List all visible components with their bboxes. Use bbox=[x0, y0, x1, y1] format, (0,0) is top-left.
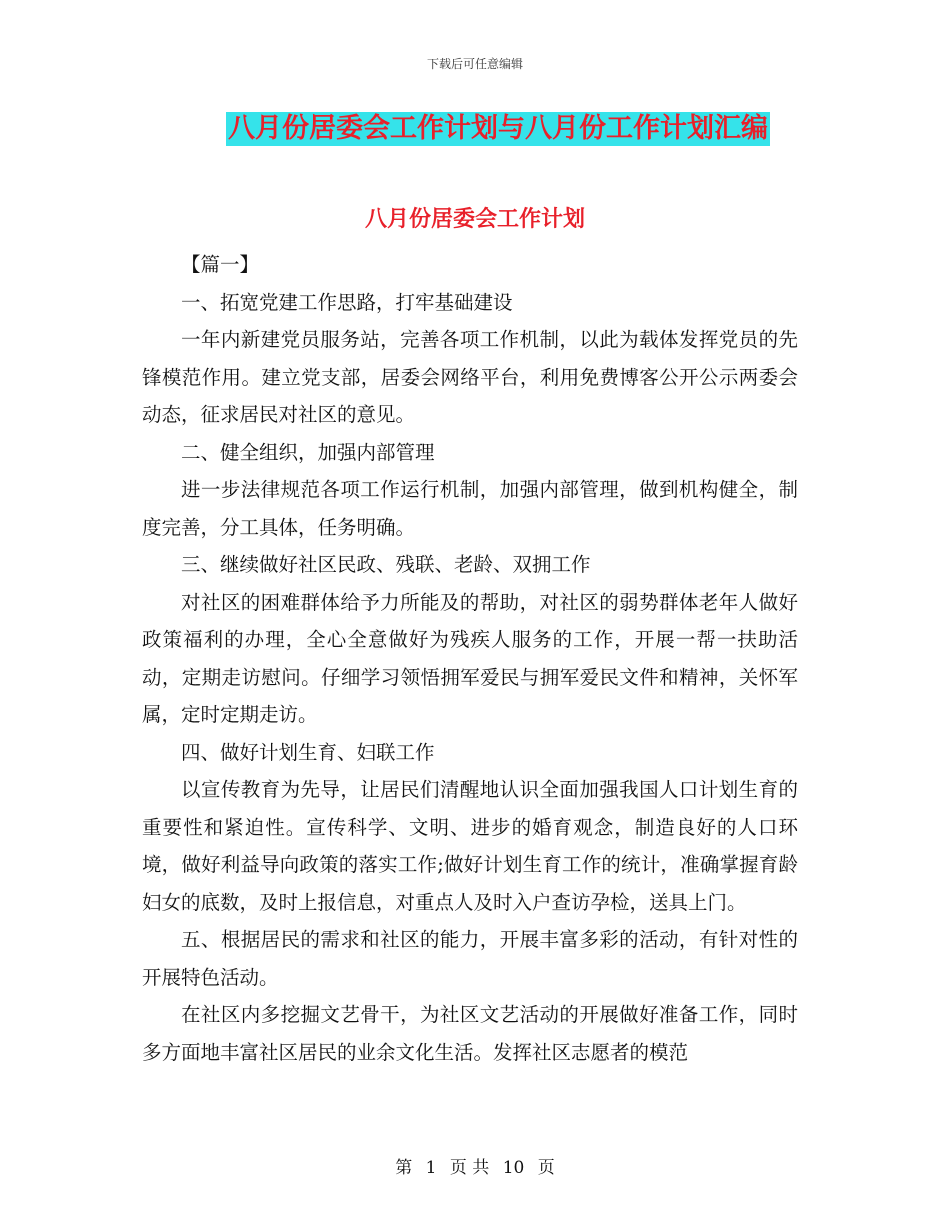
footer-prefix: 第 bbox=[395, 1158, 413, 1178]
paragraph: 在社区内多挖掘文艺骨干，为社区文艺活动的开展做好准备工作，同时多方面地丰富社区居民的业余文化生活。发挥社区志愿者的模范 bbox=[142, 1003, 798, 1064]
paragraph: 一年内新建党员服务站，完善各项工作机制，以此为载体发挥党员的先锋模范作用。建立党支部，居委会网络平台，利用免费博客公开公示两委会动态，征求居民对社区的意见。 bbox=[142, 328, 798, 426]
footer-mid: 页 共 bbox=[449, 1158, 490, 1178]
total-pages: 10 bbox=[502, 1158, 525, 1178]
heading-4: 四、做好计划生育、妇联工作 bbox=[181, 740, 435, 764]
main-title-text: 八月份居委会工作计划与八月份工作计划汇编 bbox=[228, 113, 768, 144]
document-body bbox=[142, 246, 798, 1071]
header-note: 下载后可任意编辑 bbox=[426, 57, 523, 71]
paragraph: 以宣传教育为先导，让居民们清醒地认识全面加强我国人口计划生育的重要性和紧迫性。宣传科学、文明、进步的婚育观念，制造良好的人口环境，做好利益导向政策的落实工作;做好计划生育工作的统计，准确掌握育龄妇女的底数，及时上报信息，对重点人及时入户查访孕检，送具上门。 bbox=[142, 778, 798, 914]
section-title: 八月份居委会工作计划 bbox=[364, 207, 585, 232]
section-label: 【篇一】 bbox=[181, 253, 260, 276]
paragraph: 对社区的困难群体给予力所能及的帮助，对社区的弱势群体老年人做好政策福利的办理，全心全意做好为残疾人服务的工作，开展一帮一扶助活动，定期走访慰问。仔细学习领悟拥军爱民与拥军爱民文件和精神，关怀军属，定时定期走访。 bbox=[142, 590, 798, 726]
heading-1: 一、拓宽党建工作思路，打牢基础建设 bbox=[181, 290, 513, 314]
main-title bbox=[0, 112, 950, 146]
heading-3: 三、继续做好社区民政、残联、老龄、双拥工作 bbox=[181, 553, 591, 576]
paragraph: 进一步法律规范各项工作运行机制，加强内部管理，做到机构健全，制度完善，分工具体，任务明确。 bbox=[142, 478, 798, 539]
footer-suffix: 页 bbox=[537, 1158, 555, 1178]
heading-2: 二、健全组织，加强内部管理 bbox=[181, 440, 435, 464]
page-footer bbox=[0, 1153, 950, 1178]
page-number: 1 bbox=[425, 1158, 437, 1178]
heading-5: 五、根据居民的需求和社区的能力，开展丰富多彩的活动，有针对性的开展特色活动。 bbox=[142, 928, 798, 989]
